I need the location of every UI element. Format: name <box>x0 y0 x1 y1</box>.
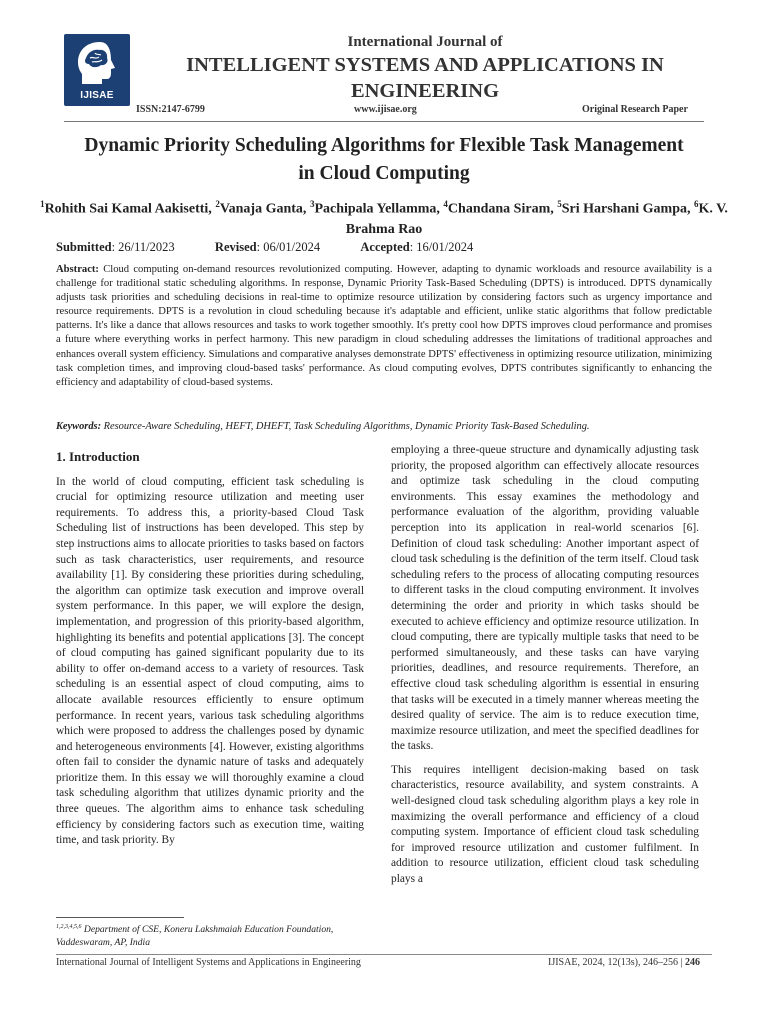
journal-of-label: International Journal of <box>347 34 503 50</box>
footer-citation <box>548 957 700 968</box>
keywords-text: Resource-Aware Scheduling, HEFT, DHEFT, Task Scheduling Algorithms, Dynamic Priority Task-Based Scheduling. <box>101 421 590 432</box>
header-rule <box>64 121 704 122</box>
journal-name <box>140 52 710 104</box>
keywords <box>56 420 712 434</box>
page-number: 246 <box>685 957 700 968</box>
abstract-text: Cloud computing on-demand resources revolutionized computing. However, adapting to dynamic workloads and resource availability is a challenge for traditional static scheduling algorithms. In response, Dynamic Priority Task-Based Scheduling (DPTS) is introduced. DPTS dynamically adjusts task priorities and scheduling decisions in real-time to optimize resource utilization by considering factors such as urgency importance and resource requirements. DPTS is a revolution in cloud scheduling because it's adaptable and efficient, unlike static algorithms that follow predictable patterns. It's like a dance that allows resources and tasks to work together smoothly. It's pretty cool how DPTS improves cloud performance and promises a future where everything works in perfect harmony. This new paradigm in cloud scheduling addresses the limitations of traditional approaches and enhances overall system efficiency. Simulations and comparative analyses demonstrate DPTS' effectiveness in optimizing resource utilization, minimizing task completion times, and improving cloud-based tasks' performance. As cloud computing evolves, DPTS contributes significantly to enhancing the efficiency and adaptability of cloud-based systems. <box>56 264 712 388</box>
abstract-label: Abstract: <box>56 264 99 275</box>
paper-dates <box>56 240 473 255</box>
paper-title <box>40 132 728 188</box>
author-name: Pachipala Yellamma, <box>314 201 444 217</box>
journal-website: www.ijisae.org <box>354 104 417 115</box>
body-paragraph: In the world of cloud computing, efficient task scheduling is crucial for optimizing resource utilization and meeting user requirements. To address this, a priority-based Cloud Task Scheduling list of instructions has been developed. This step by step instructions aims to allocate priorities to tasks based on factors such as task characteristics, user requirements, and resource availability [1]. By considering these priorities during scheduling, the algorithm can optimize task execution and improve overall system performance. In this paper, we will explore the design, implementation, and progression of this priority-based algorithm, highlighting its benefits and potential applications [3]. The concept of cloud computing has gained significant popularity due to its ability to offer on-demand access to a variety of resources. Task scheduling is an essential aspect of cloud computing, aims to allocate available resources efficiently to ensure optimum performance. In recent years, various task scheduling algorithms which were proposed to address the challenges posed by dynamic and heterogeneous environments [4]. However, existing algorithms often fail to consider the dynamic nature of tasks and adequately prioritize them. In this essay we will thoroughly examine a cloud task scheduling algorithm that utilizes dynamic priority and the three queues. The algorithm aims to enhance task scheduling efficiency by considering factors such as execution time, waiting time, and task priority. By <box>56 475 364 847</box>
submitted-label: Submitted <box>56 240 112 254</box>
footer-journal: International Journal of Intelligent Systems and Applications in Engineering <box>56 957 361 968</box>
abstract <box>56 263 712 390</box>
logo-text: IJISAE <box>80 90 114 101</box>
footnote-marks: 1,2,3,4,5,6 <box>56 924 82 930</box>
left-column <box>56 449 364 849</box>
journal-logo <box>64 34 130 106</box>
footer-rule <box>56 954 712 955</box>
right-column <box>391 443 699 888</box>
revised-date: : 06/01/2024 <box>256 240 321 254</box>
footnote-text: Department of CSE, Koneru Lakshmaiah Education Foundation, Vaddeswaram, AP, India <box>56 924 334 949</box>
author-name: K. V. Brahma Rao <box>345 201 728 237</box>
journal-name-line2: ENGINEERING <box>350 80 500 102</box>
submitted-date: : 26/11/2023 <box>111 240 175 254</box>
author-number: 6 <box>693 199 699 209</box>
author-name: Sri Harshani Gampa, <box>561 201 694 217</box>
affiliation-footnote <box>56 921 372 949</box>
author-name: Rohith Sai Kamal Aakisetti, <box>44 201 216 217</box>
author-list <box>40 194 728 240</box>
author-number: 5 <box>557 199 562 209</box>
author-number: 4 <box>443 199 448 209</box>
body-paragraph: This requires intelligent decision-making based on task characteristics, resource availability, and system constraints. A well-designed cloud task scheduling algorithm plays a key role in maximizing the overall performance and efficiency of a cloud computing system. Importance of efficient cloud task scheduling for improved resource utilization and customer fulfilment. In addition to resource utilization, efficient cloud task scheduling plays a <box>391 763 699 886</box>
accepted-date: : 16/01/2024 <box>409 240 474 254</box>
author-name: Chandana Siram, <box>447 201 558 217</box>
paper-type: Original Research Paper <box>582 104 688 115</box>
section-heading: 1. Introduction <box>56 449 140 464</box>
author-number: 1 <box>40 199 45 209</box>
paper-title-line1: Dynamic Priority Scheduling Algorithms for Flexible Task Management <box>84 135 684 156</box>
body-paragraph: employing a three-queue structure and dynamically adjusting task priority, the proposed algorithm can effectively allocate resources and optimize task scheduling in the cloud computing environments. This essay examines the methodology and performance evaluation of the algorithm, providing valuable perception into its application in real-world scenarios [6]. Definition of cloud task scheduling: Another important aspect of cloud task scheduling is the definition of the term itself. Cloud task scheduling refers to the process of allocating computing resources to different tasks in the cloud computing environment. It involves determining the order and priority in which tasks should be executed to achieve efficiency and optimize resource utilization. In cloud computing, there are typically multiple tasks that need to be performed simultaneously, and these tasks can have varying priorities, deadlines, and resource requirements. Therefore, an effective cloud task scheduling algorithm is essential in ensuring that tasks will be executed in a timely manner whereas meeting the desired quality of service. The aim is to reduce execution time, maximize resource utilization, and meet the specified deadlines for the tasks. <box>391 444 699 753</box>
paper-title-line2: in Cloud Computing <box>298 163 470 184</box>
issn: ISSN:2147-6799 <box>136 104 205 115</box>
brain-head-icon <box>70 38 124 88</box>
journal-name-line1: INTELLIGENT SYSTEMS AND APPLICATIONS IN <box>186 54 664 76</box>
author-number: 3 <box>309 199 315 209</box>
revised-label: Revised <box>214 240 257 254</box>
author-name: Vanaja Ganta, <box>219 201 310 217</box>
footer-citation-text: IJISAE, 2024, 12(13s), 246–256 | <box>548 957 685 968</box>
footnote-rule <box>56 917 184 918</box>
keywords-label: Keywords: <box>56 421 102 432</box>
author-number: 2 <box>215 199 220 209</box>
accepted-label: Accepted <box>360 240 410 254</box>
